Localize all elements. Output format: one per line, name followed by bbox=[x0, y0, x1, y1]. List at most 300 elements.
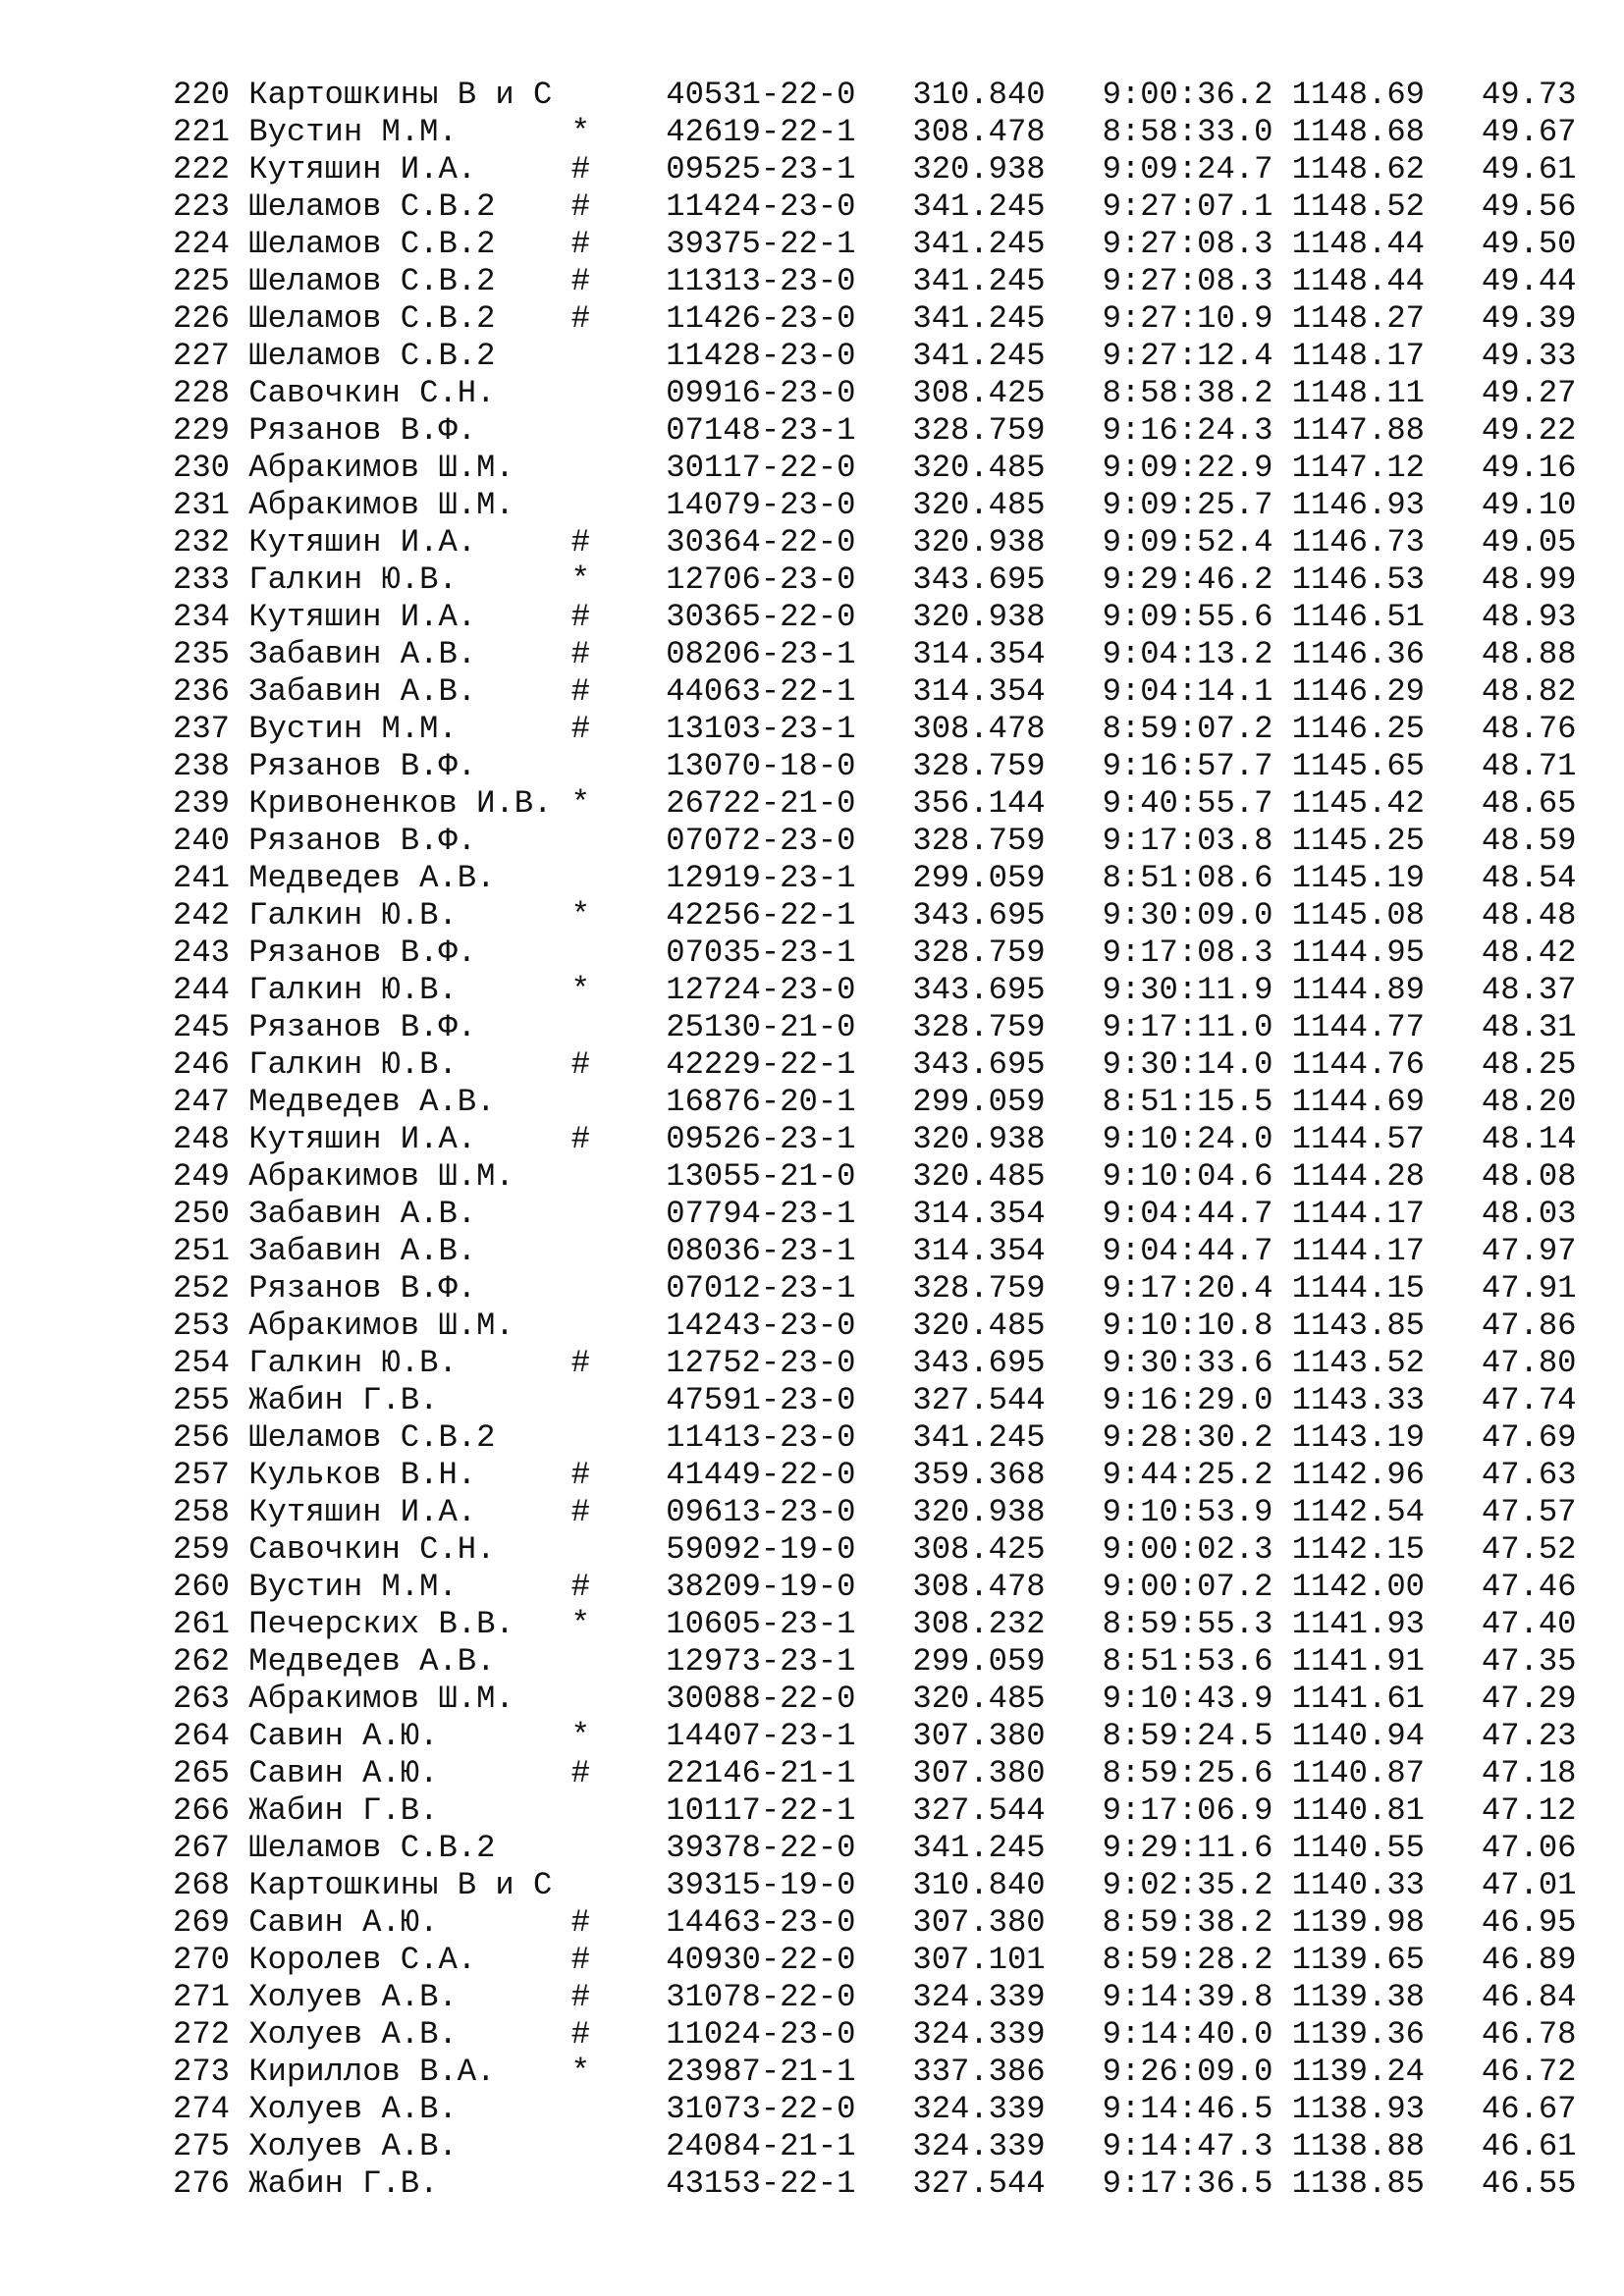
column-gap bbox=[552, 897, 570, 934]
column-gap bbox=[230, 561, 248, 598]
column-gap bbox=[1046, 300, 1103, 337]
points-cell: 47.86 bbox=[1443, 1308, 1577, 1344]
flight-time-cell: 9:29:46.2 bbox=[1102, 561, 1273, 598]
column-gap bbox=[590, 1569, 666, 1605]
ring-number-cell: 16876-20-1 bbox=[666, 1084, 856, 1120]
column-gap bbox=[1272, 1084, 1291, 1120]
speed-cell: 1148.27 bbox=[1291, 300, 1425, 337]
column-gap bbox=[230, 2128, 248, 2164]
fancier-name-cell: Шеламов С.В.2 bbox=[248, 1830, 553, 1866]
column-gap bbox=[230, 487, 248, 523]
column-gap bbox=[1046, 1270, 1103, 1307]
column-gap bbox=[590, 1979, 666, 2015]
result-row bbox=[173, 2128, 1577, 2165]
column-gap bbox=[1425, 1718, 1443, 1754]
mark-cell bbox=[571, 1792, 590, 1829]
fancier-name-cell: Шеламов С.В.2 bbox=[248, 188, 553, 225]
column-gap bbox=[1046, 1382, 1103, 1418]
result-row bbox=[173, 1419, 1577, 1457]
rank-cell: 229 bbox=[173, 412, 230, 449]
column-gap bbox=[590, 1531, 666, 1568]
flight-time-cell: 9:09:24.7 bbox=[1102, 151, 1273, 187]
speed-cell: 1140.87 bbox=[1291, 1755, 1425, 1791]
fancier-name-cell: Кутяшин И.А. bbox=[248, 1494, 553, 1530]
points-cell: 48.99 bbox=[1443, 561, 1577, 598]
speed-cell: 1144.76 bbox=[1291, 1046, 1425, 1083]
column-gap bbox=[230, 1606, 248, 1642]
speed-cell: 1141.61 bbox=[1291, 1681, 1425, 1717]
column-gap bbox=[1046, 636, 1103, 672]
column-gap bbox=[1046, 1345, 1103, 1381]
column-gap bbox=[1046, 2128, 1103, 2164]
column-gap bbox=[1272, 1196, 1291, 1232]
column-gap bbox=[855, 1830, 912, 1866]
column-gap bbox=[230, 785, 248, 822]
column-gap bbox=[1425, 226, 1443, 262]
column-gap bbox=[855, 711, 912, 747]
column-gap bbox=[1425, 1643, 1443, 1680]
column-gap bbox=[1272, 263, 1291, 299]
result-row bbox=[173, 1830, 1577, 1867]
column-gap bbox=[855, 1904, 912, 1941]
speed-cell: 1148.44 bbox=[1291, 263, 1425, 299]
distance-cell: 341.245 bbox=[912, 338, 1046, 374]
flight-time-cell: 9:04:14.1 bbox=[1102, 673, 1273, 710]
ring-number-cell: 13103-23-1 bbox=[666, 711, 856, 747]
rank-cell: 247 bbox=[173, 1084, 230, 1120]
fancier-name-cell: Холуев А.В. bbox=[248, 2016, 553, 2053]
column-gap bbox=[590, 2016, 666, 2053]
points-cell: 49.27 bbox=[1443, 375, 1577, 411]
flight-time-cell: 9:16:29.0 bbox=[1102, 1382, 1273, 1418]
rank-cell: 276 bbox=[173, 2165, 230, 2202]
result-row bbox=[173, 114, 1577, 151]
column-gap bbox=[1272, 375, 1291, 411]
points-cell: 47.06 bbox=[1443, 1830, 1577, 1866]
column-gap bbox=[552, 263, 570, 299]
mark-cell bbox=[571, 1158, 590, 1195]
fancier-name-cell: Галкин Ю.В. bbox=[248, 1046, 553, 1083]
flight-time-cell: 8:59:25.6 bbox=[1102, 1755, 1273, 1791]
column-gap bbox=[590, 599, 666, 635]
column-gap bbox=[1425, 2128, 1443, 2164]
points-cell: 49.16 bbox=[1443, 450, 1577, 486]
rank-cell: 270 bbox=[173, 1942, 230, 1978]
mark-cell: # bbox=[570, 263, 590, 299]
points-cell: 46.67 bbox=[1443, 2091, 1577, 2127]
mark-cell: # bbox=[570, 188, 590, 225]
rank-cell: 237 bbox=[173, 711, 230, 747]
rank-cell: 259 bbox=[173, 1531, 230, 1568]
column-gap bbox=[552, 860, 570, 896]
rank-cell: 253 bbox=[173, 1308, 230, 1344]
mark-cell bbox=[571, 748, 590, 784]
column-gap bbox=[1425, 114, 1443, 150]
ring-number-cell: 22146-21-1 bbox=[666, 1755, 856, 1791]
ring-number-cell: 07148-23-1 bbox=[666, 412, 856, 449]
column-gap bbox=[1425, 1681, 1443, 1717]
column-gap bbox=[855, 1196, 912, 1232]
flight-time-cell: 9:04:44.7 bbox=[1102, 1233, 1273, 1269]
column-gap bbox=[230, 673, 248, 710]
distance-cell: 324.339 bbox=[912, 2016, 1046, 2053]
points-cell: 47.46 bbox=[1443, 1569, 1577, 1605]
column-gap bbox=[855, 2128, 912, 2164]
column-gap bbox=[230, 1531, 248, 1568]
fancier-name-cell: Картошкины В и С bbox=[248, 77, 553, 113]
rank-cell: 272 bbox=[173, 2016, 230, 2053]
rank-cell: 252 bbox=[173, 1270, 230, 1307]
distance-cell: 308.425 bbox=[912, 1531, 1046, 1568]
fancier-name-cell: Савочкин С.Н. bbox=[248, 1531, 553, 1568]
mark-cell bbox=[571, 1867, 590, 1903]
points-cell: 48.03 bbox=[1443, 1196, 1577, 1232]
ring-number-cell: 42229-22-1 bbox=[666, 1046, 856, 1083]
mark-cell: * bbox=[570, 2054, 590, 2090]
column-gap bbox=[1272, 1419, 1291, 1456]
column-gap bbox=[1272, 673, 1291, 710]
fancier-name-cell: Савин А.Ю. bbox=[248, 1755, 553, 1791]
flight-time-cell: 8:59:38.2 bbox=[1102, 1904, 1273, 1941]
distance-cell: 343.695 bbox=[912, 1046, 1046, 1083]
column-gap bbox=[590, 524, 666, 561]
column-gap bbox=[552, 1942, 570, 1978]
distance-cell: 320.485 bbox=[912, 487, 1046, 523]
column-gap bbox=[230, 412, 248, 449]
speed-cell: 1146.93 bbox=[1291, 487, 1425, 523]
fancier-name-cell: Кутяшин И.А. bbox=[248, 599, 553, 635]
speed-cell: 1140.81 bbox=[1291, 1792, 1425, 1829]
column-gap bbox=[855, 2091, 912, 2127]
column-gap bbox=[1272, 1531, 1291, 1568]
distance-cell: 328.759 bbox=[912, 934, 1046, 971]
flight-time-cell: 9:04:44.7 bbox=[1102, 1196, 1273, 1232]
points-cell: 48.37 bbox=[1443, 972, 1577, 1008]
column-gap bbox=[590, 897, 666, 934]
column-gap bbox=[1046, 561, 1103, 598]
result-row bbox=[173, 2091, 1577, 2128]
distance-cell: 337.386 bbox=[912, 2054, 1046, 2090]
fancier-name-cell: Абракимов Ш.М. bbox=[248, 1681, 553, 1717]
rank-cell: 273 bbox=[173, 2054, 230, 2090]
column-gap bbox=[1425, 1121, 1443, 1157]
mark-cell: # bbox=[570, 1457, 590, 1493]
fancier-name-cell: Галкин Ю.В. bbox=[248, 897, 553, 934]
ring-number-cell: 07794-23-1 bbox=[666, 1196, 856, 1232]
column-gap bbox=[230, 1755, 248, 1791]
result-row bbox=[173, 1308, 1577, 1345]
fancier-name-cell: Кутяшин И.А. bbox=[248, 1121, 553, 1157]
column-gap bbox=[855, 1046, 912, 1083]
column-gap bbox=[552, 188, 570, 225]
column-gap bbox=[1272, 1270, 1291, 1307]
flight-time-cell: 9:44:25.2 bbox=[1102, 1457, 1273, 1493]
ring-number-cell: 31073-22-0 bbox=[666, 2091, 856, 2127]
column-gap bbox=[230, 823, 248, 859]
flight-time-cell: 9:00:02.3 bbox=[1102, 1531, 1273, 1568]
result-row bbox=[173, 263, 1577, 300]
rank-cell: 266 bbox=[173, 1792, 230, 1829]
points-cell: 48.42 bbox=[1443, 934, 1577, 971]
ring-number-cell: 07012-23-1 bbox=[666, 1270, 856, 1307]
mark-cell: * bbox=[570, 114, 590, 150]
column-gap bbox=[230, 524, 248, 561]
speed-cell: 1146.25 bbox=[1291, 711, 1425, 747]
flight-time-cell: 9:09:52.4 bbox=[1102, 524, 1273, 561]
column-gap bbox=[855, 338, 912, 374]
column-gap bbox=[1425, 1233, 1443, 1269]
column-gap bbox=[1272, 1606, 1291, 1642]
column-gap bbox=[1425, 934, 1443, 971]
flight-time-cell: 8:51:08.6 bbox=[1102, 860, 1273, 896]
points-cell: 49.33 bbox=[1443, 338, 1577, 374]
mark-cell: * bbox=[570, 1718, 590, 1754]
column-gap bbox=[1272, 1308, 1291, 1344]
result-row bbox=[173, 338, 1577, 375]
column-gap bbox=[230, 860, 248, 896]
mark-cell bbox=[571, 77, 590, 113]
column-gap bbox=[1272, 636, 1291, 672]
column-gap bbox=[230, 1046, 248, 1083]
column-gap bbox=[1425, 1158, 1443, 1195]
ring-number-cell: 09525-23-1 bbox=[666, 151, 856, 187]
flight-time-cell: 9:27:10.9 bbox=[1102, 300, 1273, 337]
column-gap bbox=[552, 823, 570, 859]
column-gap bbox=[1272, 748, 1291, 784]
column-gap bbox=[1272, 785, 1291, 822]
points-cell: 47.80 bbox=[1443, 1345, 1577, 1381]
result-row bbox=[173, 972, 1577, 1009]
ring-number-cell: 30117-22-0 bbox=[666, 450, 856, 486]
column-gap bbox=[590, 1718, 666, 1754]
column-gap bbox=[1425, 972, 1443, 1008]
ring-number-cell: 11313-23-0 bbox=[666, 263, 856, 299]
column-gap bbox=[552, 524, 570, 561]
column-gap bbox=[1272, 860, 1291, 896]
column-gap bbox=[590, 748, 666, 784]
column-gap bbox=[1272, 77, 1291, 113]
column-gap bbox=[1272, 1792, 1291, 1829]
distance-cell: 343.695 bbox=[912, 1345, 1046, 1381]
ring-number-cell: 13055-21-0 bbox=[666, 1158, 856, 1195]
distance-cell: 308.232 bbox=[912, 1606, 1046, 1642]
column-gap bbox=[552, 1308, 570, 1344]
fancier-name-cell: Медведев А.В. bbox=[248, 860, 553, 896]
flight-time-cell: 9:30:11.9 bbox=[1102, 972, 1273, 1008]
column-gap bbox=[1425, 338, 1443, 374]
column-gap bbox=[1272, 1979, 1291, 2015]
column-gap bbox=[855, 375, 912, 411]
column-gap bbox=[590, 1681, 666, 1717]
fancier-name-cell: Жабин Г.В. bbox=[248, 1792, 553, 1829]
flight-time-cell: 9:14:46.5 bbox=[1102, 2091, 1273, 2127]
rank-cell: 227 bbox=[173, 338, 230, 374]
distance-cell: 320.938 bbox=[912, 599, 1046, 635]
column-gap bbox=[1046, 1904, 1103, 1941]
column-gap bbox=[1425, 524, 1443, 561]
result-row bbox=[173, 1792, 1577, 1830]
column-gap bbox=[552, 226, 570, 262]
speed-cell: 1142.96 bbox=[1291, 1457, 1425, 1493]
column-gap bbox=[855, 1457, 912, 1493]
column-gap bbox=[1425, 300, 1443, 337]
mark-cell bbox=[571, 2091, 590, 2127]
ring-number-cell: 43153-22-1 bbox=[666, 2165, 856, 2202]
points-cell: 46.84 bbox=[1443, 1979, 1577, 2015]
mark-cell: # bbox=[570, 226, 590, 262]
column-gap bbox=[230, 226, 248, 262]
ring-number-cell: 10605-23-1 bbox=[666, 1606, 856, 1642]
rank-cell: 225 bbox=[173, 263, 230, 299]
column-gap bbox=[1272, 450, 1291, 486]
result-row bbox=[173, 673, 1577, 711]
ring-number-cell: 30088-22-0 bbox=[666, 1681, 856, 1717]
fancier-name-cell: Абракимов Ш.М. bbox=[248, 1158, 553, 1195]
column-gap bbox=[230, 1792, 248, 1829]
column-gap bbox=[1425, 2091, 1443, 2127]
mark-cell: # bbox=[570, 1046, 590, 1083]
column-gap bbox=[230, 1345, 248, 1381]
column-gap bbox=[590, 1158, 666, 1195]
fancier-name-cell: Рязанов В.Ф. bbox=[248, 1270, 553, 1307]
column-gap bbox=[590, 785, 666, 822]
column-gap bbox=[230, 1457, 248, 1493]
flight-time-cell: 9:00:07.2 bbox=[1102, 1569, 1273, 1605]
rank-cell: 264 bbox=[173, 1718, 230, 1754]
speed-cell: 1143.19 bbox=[1291, 1419, 1425, 1456]
flight-time-cell: 9:14:47.3 bbox=[1102, 2128, 1273, 2164]
column-gap bbox=[552, 1643, 570, 1680]
column-gap bbox=[1046, 1606, 1103, 1642]
rank-cell: 256 bbox=[173, 1419, 230, 1456]
column-gap bbox=[1272, 934, 1291, 971]
rank-cell: 231 bbox=[173, 487, 230, 523]
ring-number-cell: 14079-23-0 bbox=[666, 487, 856, 523]
distance-cell: 314.354 bbox=[912, 1233, 1046, 1269]
column-gap bbox=[1046, 1196, 1103, 1232]
column-gap bbox=[855, 748, 912, 784]
ring-number-cell: 23987-21-1 bbox=[666, 2054, 856, 2090]
column-gap bbox=[1425, 1345, 1443, 1381]
rank-cell: 242 bbox=[173, 897, 230, 934]
speed-cell: 1142.54 bbox=[1291, 1494, 1425, 1530]
result-row bbox=[173, 860, 1577, 897]
column-gap bbox=[552, 375, 570, 411]
points-cell: 48.31 bbox=[1443, 1009, 1577, 1045]
column-gap bbox=[855, 1158, 912, 1195]
mark-cell bbox=[571, 2128, 590, 2164]
flight-time-cell: 9:40:55.7 bbox=[1102, 785, 1273, 822]
column-gap bbox=[552, 1046, 570, 1083]
column-gap bbox=[1425, 1904, 1443, 1941]
column-gap bbox=[590, 673, 666, 710]
mark-cell bbox=[571, 1681, 590, 1717]
column-gap bbox=[552, 77, 570, 113]
result-row bbox=[173, 1569, 1577, 1606]
column-gap bbox=[590, 487, 666, 523]
column-gap bbox=[552, 1867, 570, 1903]
column-gap bbox=[552, 1718, 570, 1754]
column-gap bbox=[1046, 77, 1103, 113]
flight-time-cell: 9:30:09.0 bbox=[1102, 897, 1273, 934]
column-gap bbox=[230, 338, 248, 374]
column-gap bbox=[552, 2128, 570, 2164]
column-gap bbox=[855, 673, 912, 710]
column-gap bbox=[230, 1979, 248, 2015]
column-gap bbox=[1425, 151, 1443, 187]
speed-cell: 1144.17 bbox=[1291, 1233, 1425, 1269]
column-gap bbox=[230, 1681, 248, 1717]
column-gap bbox=[230, 151, 248, 187]
column-gap bbox=[230, 1419, 248, 1456]
column-gap bbox=[590, 860, 666, 896]
column-gap bbox=[1272, 1681, 1291, 1717]
ring-number-cell: 14463-23-0 bbox=[666, 1904, 856, 1941]
column-gap bbox=[855, 897, 912, 934]
column-gap bbox=[1046, 1979, 1103, 2015]
mark-cell bbox=[571, 1270, 590, 1307]
column-gap bbox=[590, 1196, 666, 1232]
fancier-name-cell: Кутяшин И.А. bbox=[248, 524, 553, 561]
column-gap bbox=[552, 1009, 570, 1045]
ring-number-cell: 12706-23-0 bbox=[666, 561, 856, 598]
column-gap bbox=[230, 972, 248, 1008]
column-gap bbox=[230, 1830, 248, 1866]
column-gap bbox=[552, 2016, 570, 2053]
ring-number-cell: 08036-23-1 bbox=[666, 1233, 856, 1269]
column-gap bbox=[590, 934, 666, 971]
column-gap bbox=[1046, 1569, 1103, 1605]
speed-cell: 1139.38 bbox=[1291, 1979, 1425, 2015]
column-gap bbox=[855, 1681, 912, 1717]
column-gap bbox=[590, 1084, 666, 1120]
fancier-name-cell: Савин А.Ю. bbox=[248, 1718, 553, 1754]
column-gap bbox=[230, 1121, 248, 1157]
distance-cell: 320.485 bbox=[912, 1158, 1046, 1195]
flight-time-cell: 8:59:07.2 bbox=[1102, 711, 1273, 747]
column-gap bbox=[230, 1569, 248, 1605]
mark-cell bbox=[571, 1308, 590, 1344]
fancier-name-cell: Вустин М.М. bbox=[248, 711, 553, 747]
result-row bbox=[173, 1270, 1577, 1308]
column-gap bbox=[230, 636, 248, 672]
result-row bbox=[173, 1531, 1577, 1569]
ring-number-cell: 07035-23-1 bbox=[666, 934, 856, 971]
column-gap bbox=[1425, 77, 1443, 113]
result-row bbox=[173, 1158, 1577, 1196]
flight-time-cell: 9:27:08.3 bbox=[1102, 263, 1273, 299]
column-gap bbox=[590, 1046, 666, 1083]
distance-cell: 320.485 bbox=[912, 1681, 1046, 1717]
fancier-name-cell: Медведев А.В. bbox=[248, 1643, 553, 1680]
column-gap bbox=[552, 972, 570, 1008]
column-gap bbox=[1272, 226, 1291, 262]
speed-cell: 1141.91 bbox=[1291, 1643, 1425, 1680]
mark-cell bbox=[571, 450, 590, 486]
points-cell: 49.50 bbox=[1443, 226, 1577, 262]
column-gap bbox=[1046, 1308, 1103, 1344]
ring-number-cell: 26722-21-0 bbox=[666, 785, 856, 822]
column-gap bbox=[230, 599, 248, 635]
rank-cell: 251 bbox=[173, 1233, 230, 1269]
column-gap bbox=[590, 711, 666, 747]
column-gap bbox=[1046, 1718, 1103, 1754]
column-gap bbox=[230, 1196, 248, 1232]
column-gap bbox=[552, 1606, 570, 1642]
ring-number-cell: 08206-23-1 bbox=[666, 636, 856, 672]
mark-cell bbox=[571, 1643, 590, 1680]
rank-cell: 248 bbox=[173, 1121, 230, 1157]
